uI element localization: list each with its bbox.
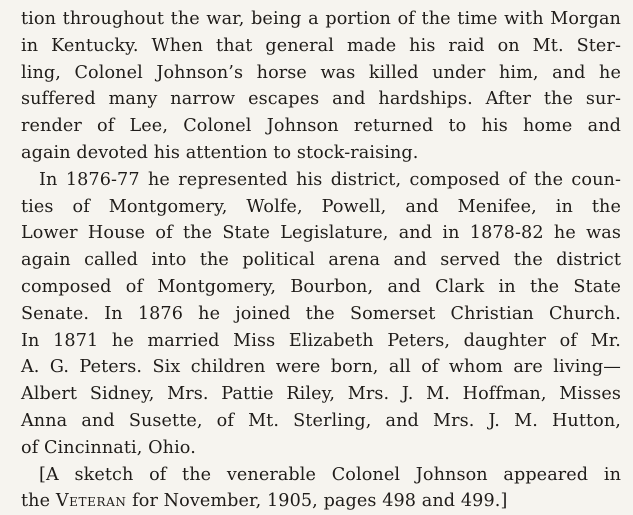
text-line: Albert Sidney, Mrs. Pattie Riley, Mrs. J. M. Hoffman, Misses <box>21 384 621 405</box>
text-line: tion throughout the war, being a portion of the time with Morgan <box>21 9 621 29</box>
text-line: A. G. Peters. Six children were born, all of whom are living— <box>21 357 621 378</box>
paragraph-service-continued <box>21 6 621 167</box>
text-line: again devoted his attention to stock-raising. <box>21 142 419 163</box>
text-line: suffered many narrow escapes and hardships. After the sur- <box>21 89 621 110</box>
text-line: again called into the political arena and served the district <box>21 250 621 271</box>
text-line: render of Lee, Colonel Johnson returned to his home and <box>21 116 621 137</box>
text-line: In 1871 he married Miss Elizabeth Peters, daughter of Mr. <box>21 330 621 351</box>
publication-name: Veteran <box>55 491 127 512</box>
paragraph-veteran-reference <box>21 462 621 515</box>
text-fragment: for November, 1905, pages 498 and 499.] <box>126 491 508 512</box>
text-fragment: the <box>21 491 56 512</box>
text-line: ling, Colonel Johnson’s horse was killed under him, and he <box>21 62 621 83</box>
text-line: [A sketch of the venerable Colonel Johnson appeared in <box>39 464 621 485</box>
text-line: Lower House of the State Legislature, and in 1878-82 he was <box>21 223 621 244</box>
text-line: Senate. In 1876 he joined the Somerset Christian Church. <box>21 303 621 324</box>
text-line: In 1876-77 he represented his district, composed of the coun- <box>39 169 621 190</box>
text-line: ties of Montgomery, Wolfe, Powell, and Menifee, in the <box>21 196 621 217</box>
text-line: Anna and Susette, of Mt. Sterling, and Mrs. J. M. Hutton, <box>21 410 621 431</box>
text-line: in Kentucky. When that general made his raid on Mt. Ster- <box>21 35 621 56</box>
text-line <box>21 488 621 515</box>
paragraph-legislature-and-family <box>21 167 621 462</box>
text-line: of Cincinnati, Ohio. <box>21 437 196 458</box>
text-line: composed of Montgomery, Bourbon, and Clark in the State <box>21 276 621 297</box>
